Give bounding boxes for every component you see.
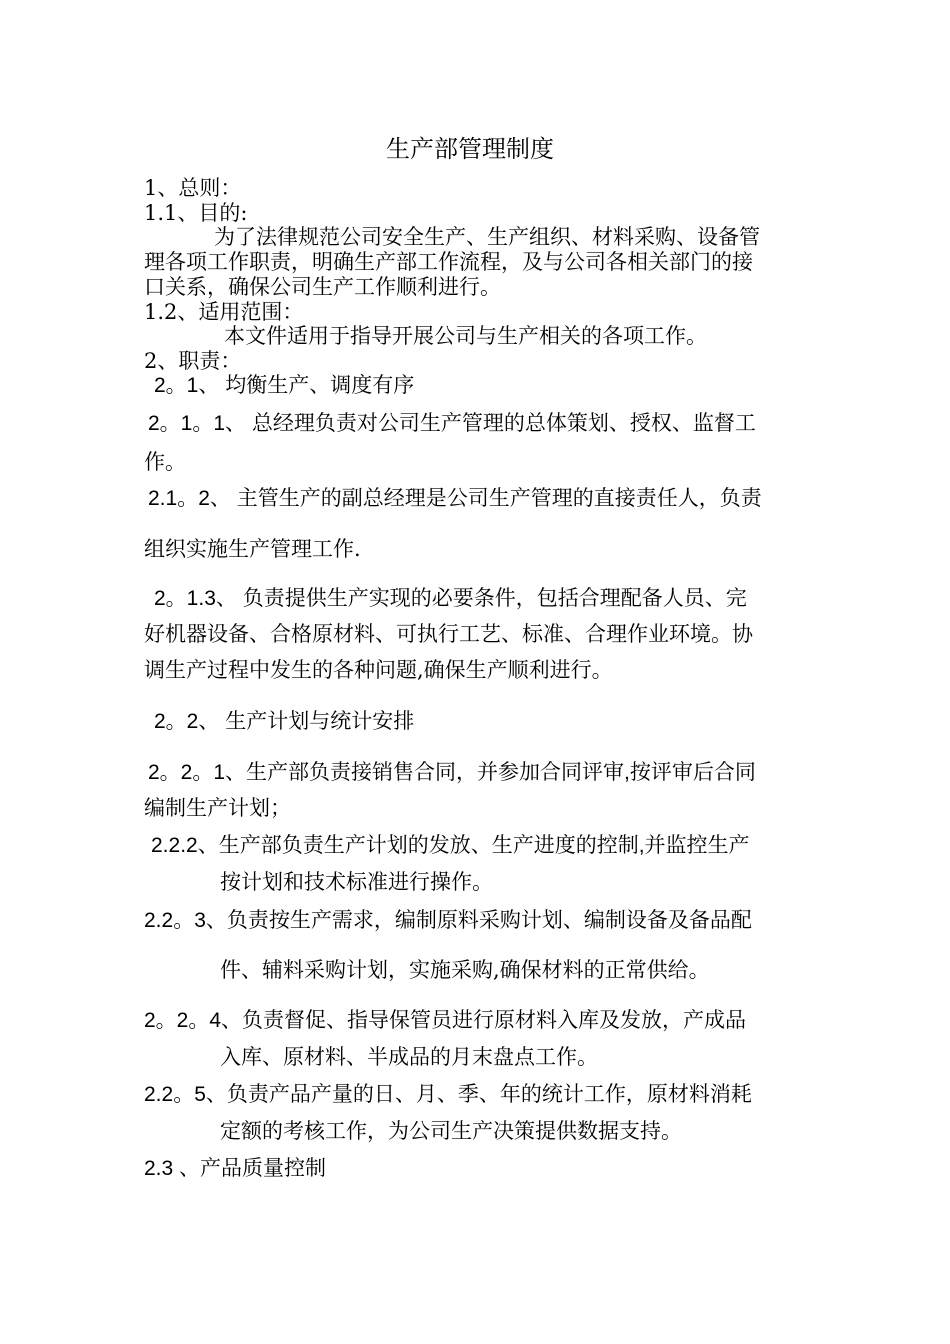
- document-title: 生产部管理制度: [386, 135, 554, 163]
- section-heading: 1、总则：: [144, 176, 242, 200]
- paragraph-line: 按计划和技术标准进行操作。: [220, 870, 493, 894]
- paragraph-line: 口关系，确保公司生产工作顺利进行。: [144, 275, 501, 299]
- paragraph-line: 2.1。2、 主管生产的副总经理是公司生产管理的直接责任人，负责: [148, 487, 762, 510]
- paragraph-line: 2.2。3、负责按生产需求，编制原料采购计划、编制设备及备品配: [144, 909, 752, 932]
- paragraph-line: 2.2.2、生产部负责生产计划的发放、生产进度的控制,并监控生产: [151, 834, 750, 857]
- paragraph-line: 2。1.3、 负责提供生产实现的必要条件，包括合理配备人员、完: [154, 587, 747, 610]
- paragraph-line: 件、辅料采购计划，实施采购,确保材料的正常供给。: [220, 958, 710, 982]
- subsection-heading: 1.2、适用范围：: [144, 300, 304, 324]
- paragraph-line: 组织实施生产管理工作.: [144, 537, 361, 561]
- paragraph-line: 2。1。1、 总经理负责对公司生产管理的总体策划、授权、监督工: [148, 412, 756, 435]
- subsection-heading: 2。2、 生产计划与统计安排: [154, 710, 415, 733]
- paragraph-line: 2.2。5、负责产品产量的日、月、季、年的统计工作，原材料消耗: [144, 1083, 752, 1106]
- paragraph-line: 2。2。4、负责督促、指导保管员进行原材料入库及发放，产成品: [144, 1009, 747, 1032]
- section-heading: 2、职责：: [144, 349, 242, 373]
- paragraph-line: 调生产过程中发生的各种问题,确保生产顺利进行。: [144, 658, 613, 682]
- paragraph-line: 编制生产计划；: [144, 796, 291, 820]
- subsection-heading: 1.1、目的:: [144, 201, 248, 225]
- paragraph-line: 本文件适用于指导开展公司与生产相关的各项工作。: [224, 324, 707, 348]
- paragraph-line: 好机器设备、合格原材料、可执行工艺、标准、合理作业环境。协: [144, 622, 753, 646]
- paragraph-line: 理各项工作职责，明确生产部工作流程，及与公司各相关部门的接: [144, 250, 753, 274]
- subsection-heading: 2。1、 均衡生产、调度有序: [154, 374, 415, 397]
- paragraph-line: 作。: [144, 450, 186, 474]
- paragraph-line: 定额的考核工作，为公司生产决策提供数据支持。: [220, 1119, 682, 1143]
- paragraph-line: 为了法律规范公司安全生产、生产组织、材料采购、设备管: [214, 225, 760, 249]
- paragraph-line: 入库、原材料、半成品的月末盘点工作。: [220, 1045, 598, 1069]
- paragraph-line: 2。2。1、生产部负责接销售合同，并参加合同评审,按评审后合同: [148, 761, 756, 784]
- subsection-heading: 2.3 、产品质量控制: [144, 1157, 327, 1180]
